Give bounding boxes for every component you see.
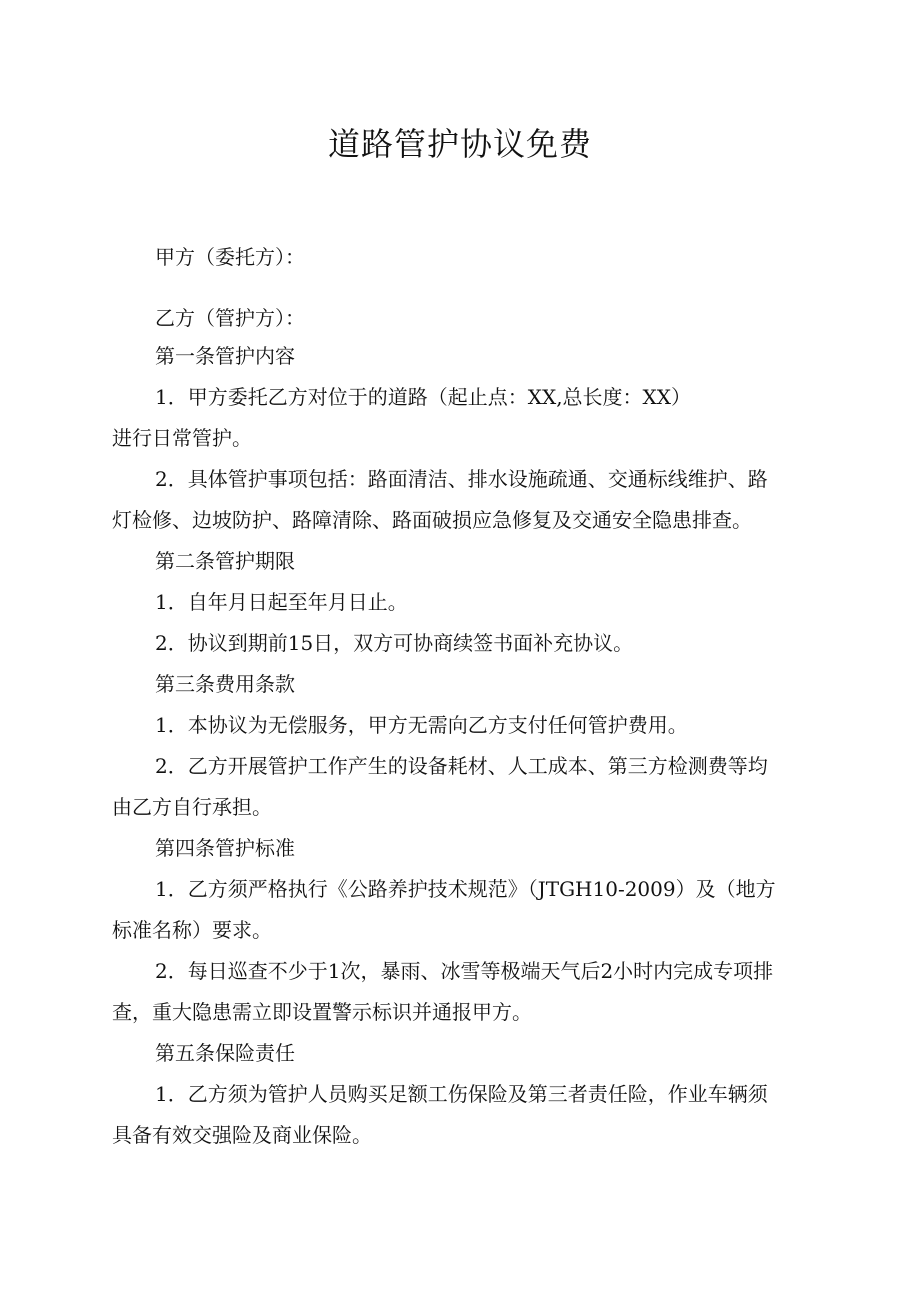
article-3-clause-2-cont: 由乙方自行承担。 — [112, 795, 272, 819]
article-1-clause-1: 1．甲方委托乙方对位于的道路（起止点：XX,总长度：XX） — [155, 385, 692, 409]
article-2-clause-1: 1．自年月日起至年月日止。 — [155, 590, 408, 614]
article-4-clause-1: 1．乙方须严格执行《公路养护技术规范》（JTGH10-2009）及（地方 — [155, 877, 776, 901]
article-1-clause-1-cont: 进行日常管护。 — [112, 426, 252, 450]
article-3-clause-2: 2．乙方开展管护工作产生的设备耗材、人工成本、第三方检测费等均 — [155, 754, 768, 778]
article-1-heading: 第一条管护内容 — [155, 344, 295, 368]
article-1-clause-2-cont: 灯检修、边坡防护、路障清除、路面破损应急修复及交通安全隐患排查。 — [112, 508, 752, 532]
article-5-clause-1-cont: 具备有效交强险及商业保险。 — [112, 1123, 372, 1147]
article-4-clause-1-cont: 标准名称）要求。 — [112, 918, 272, 942]
article-3-clause-1: 1．本协议为无偿服务，甲方无需向乙方支付任何管护费用。 — [155, 713, 688, 737]
article-3-heading: 第三条费用条款 — [155, 672, 295, 696]
article-5-clause-1: 1．乙方须为管护人员购买足额工伤保险及第三者责任险，作业车辆须 — [155, 1082, 768, 1106]
article-4-clause-2-cont: 查，重大隐患需立即设置警示标识并通报甲方。 — [112, 1000, 532, 1024]
party-a-line: 甲方（委托方）： — [155, 245, 305, 269]
party-b-line: 乙方（管护方）： — [155, 306, 305, 330]
document-title: 道路管护协议免费 — [327, 125, 592, 163]
article-2-clause-2: 2．协议到期前15日，双方可协商续签书面补充协议。 — [155, 631, 634, 655]
article-1-clause-2: 2．具体管护事项包括：路面清洁、排水设施疏通、交通标线维护、路 — [155, 467, 768, 491]
article-4-heading: 第四条管护标准 — [155, 836, 295, 860]
article-2-heading: 第二条管护期限 — [155, 549, 295, 573]
article-4-clause-2: 2．每日巡查不少于1次，暴雨、冰雪等极端天气后2小时内完成专项排 — [155, 959, 774, 983]
article-5-heading: 第五条保险责任 — [155, 1041, 295, 1065]
